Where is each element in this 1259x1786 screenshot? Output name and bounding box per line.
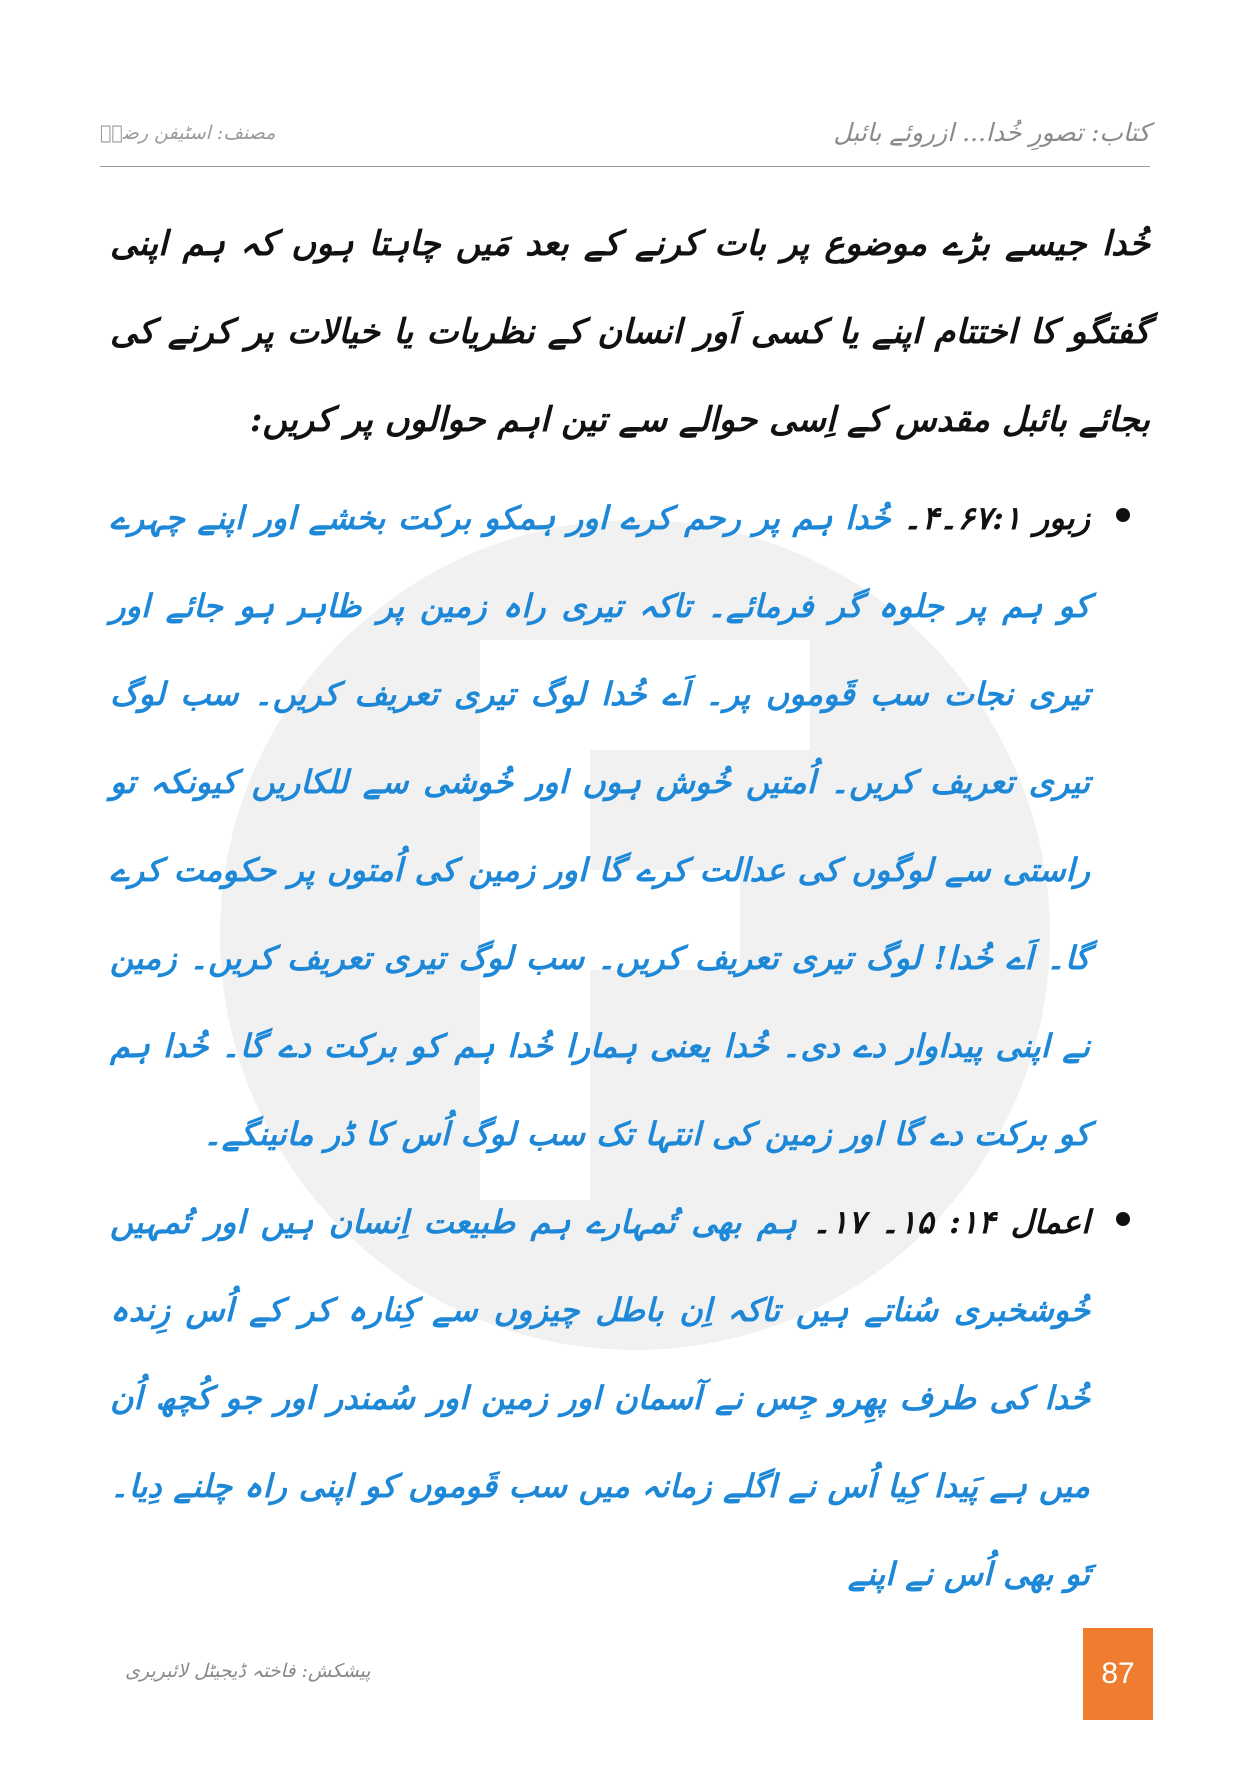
intro-paragraph: خُدا جیسے بڑے موضوع پر بات کرنے کے بعد مَیں چاہتا ہوں کہ ہم اپنی گفتگو کا اختتام اپنے یا کسی اَور انسان کے نظریات یا خیالات پر کرنے کی بجائے بائبل مقدس کے اِسی حوالے سے تین اہم حوالوں پر کریں: [110, 224, 1150, 440]
verse-reference: زبور ۶۷:۱۔۴۔ [903, 499, 1091, 537]
verse-text: خُدا ہم پر رحم کرے اور ہمکو برکت بخشے اور اپنے چہرے کو ہم پر جلوہ گر فرمائے۔ تاکہ تیری راہ زمین پر ظاہر ہو جائے اور تیری نجات سب قَوموں پر۔ اَے خُدا لوگ تیری تعریف کریں۔ سب لوگ تیری تعریف کریں۔ اُمتیں خُوش ہوں اور خُوشی سے للکاریں کیونکہ تو راستی سے لوگوں کی عدالت کرے گا اور زمین کی اُمتوں پر حکومت کرے گا۔ اَے خُدا! لوگ تیری تعریف کریں۔ سب لوگ تیری تعریف کریں۔ زمین نے اپنی پیداوار دے دی۔ خُدا یعنی ہمارا خُدا ہم کو برکت دے گا۔ خُدا ہم کو برکت دے گا اور زمین کی انتہا تک سب لوگ اُس کا ڈر مانینگے۔ [110, 499, 1090, 1153]
verse-reference: اعمال ۱۴: ۱۵۔ ۱۷۔ [812, 1203, 1091, 1241]
page-number: 87 [1083, 1628, 1153, 1720]
header-book-title: کتاب: تصورِ خُدا... ازروئے بائبل [833, 118, 1150, 147]
bullet-item-psalm [110, 474, 1150, 1178]
footer-credit: پیشکش: فاختہ ڈیجیٹل لائبریری [125, 1660, 371, 1682]
verse-paragraph [110, 1203, 1090, 1593]
page-content [110, 200, 1150, 1618]
bullet-icon [1116, 1212, 1130, 1226]
bullet-icon [1116, 508, 1130, 522]
verse-text: ہم بھی تُمہارے ہم طبیعت اِنسان ہیں اور تُمہیں خُوشخبری سُناتے ہیں تاکہ اِن باطل چیزوں سے کِنارہ کر کے اُس زِندہ خُدا کی طرف پھِرو جِس نے آسمان اور زمین اور سُمندر اور جو کُچھ اُن میں ہے پَیدا کِیا اُس نے اگلے زمانہ میں سب قَوموں کو اپنی راہ چلنے دِیا۔ تَو بھی اُس نے اپنے [110, 1203, 1090, 1593]
page-header [100, 110, 1150, 167]
header-author: مصنف: اسٹیفن رضاؔ [100, 122, 276, 144]
bullet-item-acts [110, 1178, 1150, 1618]
verse-paragraph [110, 499, 1090, 1153]
